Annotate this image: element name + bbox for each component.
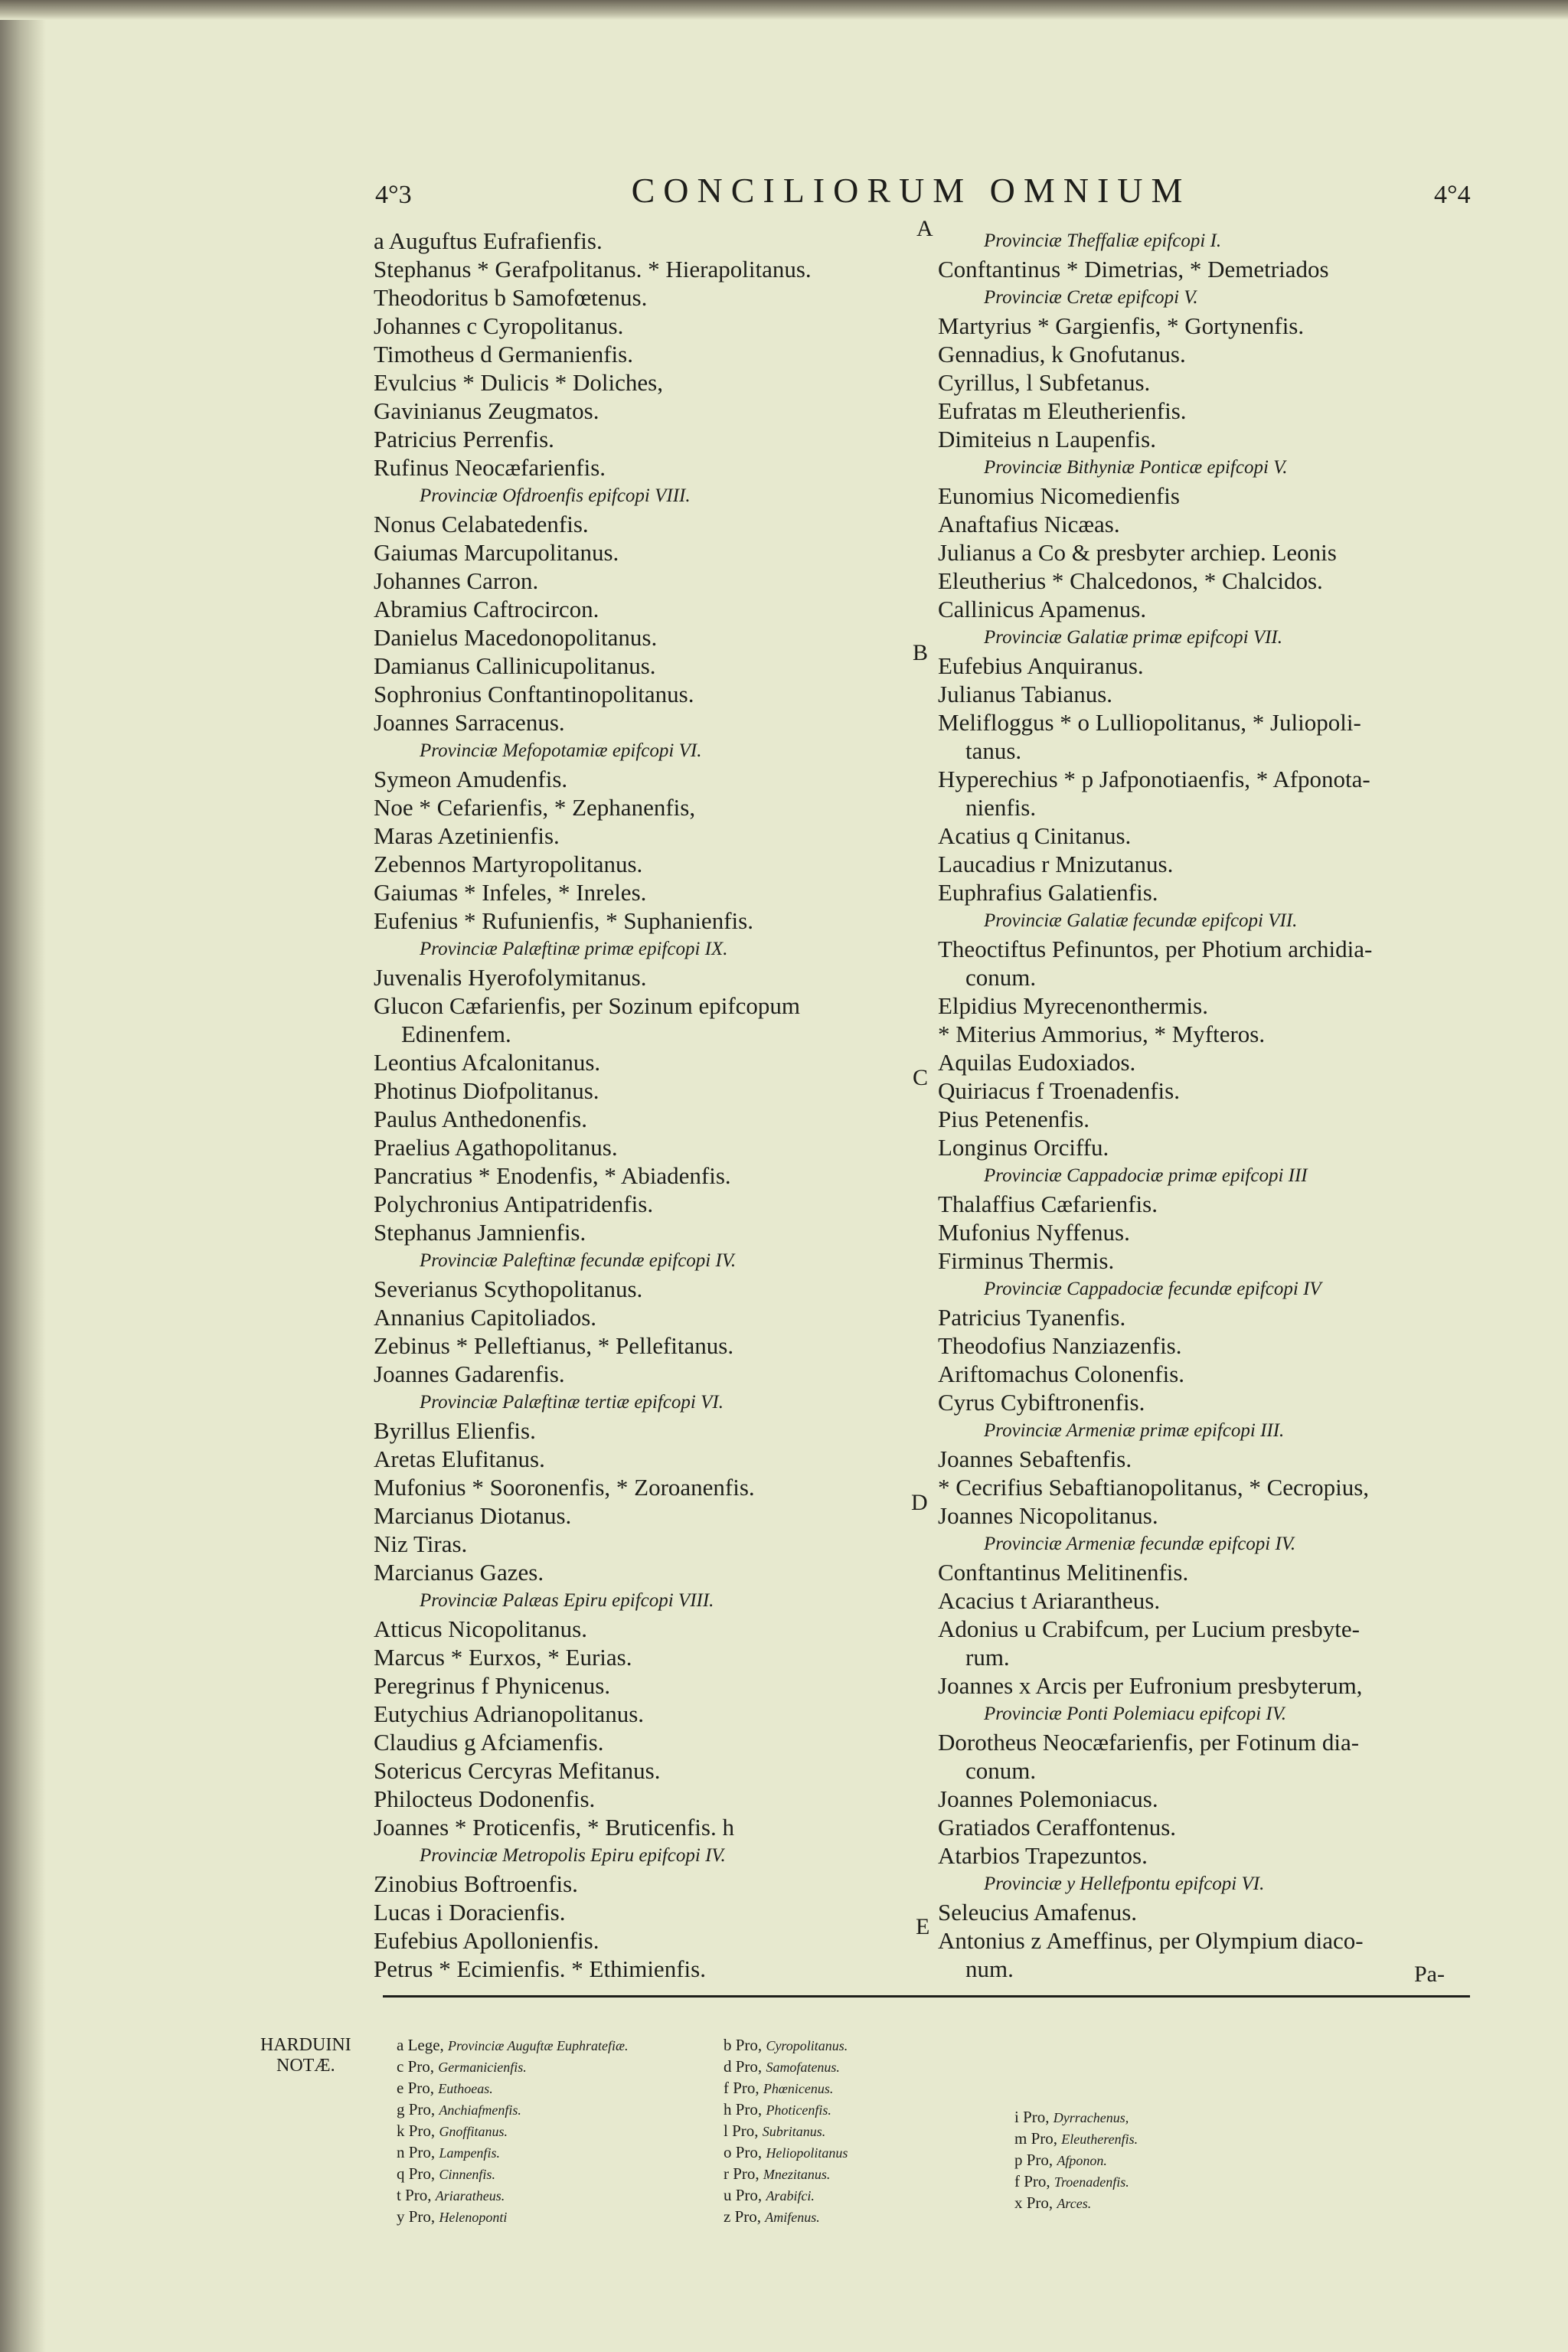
note-entry — [397, 2185, 629, 2207]
note-key: h Pro, — [724, 2100, 763, 2118]
note-value: Photicenfis. — [766, 2102, 831, 2118]
note-entry — [724, 2078, 848, 2099]
note-key: c Pro, — [397, 2057, 434, 2076]
bishop-entry: Gavinianus Zeugmatos. — [374, 397, 599, 424]
note-entry — [397, 2142, 629, 2164]
left-column — [374, 227, 925, 1983]
note-key: b Pro, — [724, 2036, 763, 2054]
bishop-entry: Stephanus Jamnienfis. — [374, 1219, 586, 1246]
bishop-entry: * Miterius Ammorius, * Myfteros. — [938, 1021, 1266, 1047]
bishop-entry: Claudius g Afciamenfis. — [374, 1729, 604, 1756]
bishop-entry: Lucas i Doracienfis. — [374, 1899, 566, 1926]
note-key: d Pro, — [724, 2057, 763, 2076]
bishop-entry: Aquilas Eudoxiados. — [938, 1049, 1136, 1076]
bishop-entry: Patricius Tyanenfis. — [938, 1304, 1126, 1331]
bishop-entry: Adonius u Crabifcum, per Lucium presbyte- — [938, 1615, 1360, 1642]
bishop-entry: Zinobius Boftroenfis. — [374, 1870, 578, 1897]
province-heading: Provinciæ Theffaliæ epifcopi I. — [984, 230, 1222, 251]
note-entry — [724, 2035, 848, 2056]
bishop-entry: Johannes c Cyropolitanus. — [374, 312, 624, 339]
province-heading: Provinciæ Cappadociæ fecundæ epifcopi IV — [984, 1279, 1321, 1299]
province-heading: Provinciæ Armeniæ primæ epifcopi III. — [984, 1420, 1285, 1441]
province-heading: Provinciæ y Hellefpontu epifcopi VI. — [984, 1873, 1265, 1894]
province-heading: Provinciæ Palæftinæ primæ epifcopi IX. — [420, 939, 728, 959]
bishop-entry: Gennadius, k Gnofutanus. — [938, 341, 1186, 368]
bishop-entry: Elpidius Myrecenonthermis. — [938, 992, 1208, 1019]
note-value: Cyropolitanus. — [766, 2038, 848, 2053]
bishop-entry: Atticus Nicopolitanus. — [374, 1615, 587, 1642]
bishop-entry: Mufonius * Sooronenfis, * Zoroanenfis. — [374, 1474, 755, 1501]
note-value: Provinciæ Auguftæ Euphratefiæ. — [448, 2038, 629, 2053]
bishop-entry: Ariftomachus Colonenfis. — [938, 1361, 1185, 1387]
note-key: l Pro, — [724, 2122, 759, 2140]
bishop-entry: Gaiumas Marcupolitanus. — [374, 539, 619, 566]
notes-column-2 — [724, 2035, 848, 2228]
bishop-entry: Sophronius Conftantinopolitanus. — [374, 681, 694, 707]
bishop-entry: Euphrafius Galatienfis. — [938, 879, 1158, 906]
note-entry — [1014, 2171, 1138, 2193]
bishop-entry: Noe * Cefarienfis, * Zephanenfis, — [374, 794, 696, 821]
province-heading: Provinciæ Ponti Polemiacu epifcopi IV. — [984, 1704, 1287, 1724]
notes-label-line1: HARDUINI — [260, 2035, 351, 2055]
bishop-entry: Laucadius r Mnizutanus. — [938, 851, 1174, 877]
note-entry — [397, 2035, 629, 2056]
bishop-entry: Eufebius Apollonienfis. — [374, 1927, 599, 1954]
bishop-entry: Eufenius * Rufunienfis, * Suphanienfis. — [374, 907, 753, 934]
bishop-entry: Niz Tiras. — [374, 1530, 468, 1557]
bishop-entry: Marcianus Diotanus. — [374, 1502, 572, 1529]
note-key: n Pro, — [397, 2143, 436, 2161]
bishop-entry: Abramius Caftrocircon. — [374, 596, 599, 622]
bishop-entry: Theoctiftus Pefinuntos, per Photium archidia- — [938, 936, 1373, 962]
note-entry — [724, 2056, 848, 2078]
note-value: Afponon. — [1057, 2153, 1107, 2168]
bishop-entry: Marcianus Gazes. — [374, 1559, 544, 1586]
note-entry — [1014, 2107, 1138, 2128]
bishop-entry: Praelius Agathopolitanus. — [374, 1134, 618, 1161]
bishop-entry: Joannes Sebaftenfis. — [938, 1446, 1132, 1472]
province-heading: Provinciæ Palæas Epiru epifcopi VIII. — [420, 1590, 714, 1611]
bishop-entry: Julianus a Co & presbyter archiep. Leonis — [938, 539, 1337, 566]
province-heading: Provinciæ Armeniæ fecundæ epifcopi IV. — [984, 1534, 1296, 1554]
bishop-entry: Martyrius * Gargienfis, * Gortynenfis. — [938, 312, 1305, 339]
note-entry — [724, 2099, 848, 2121]
note-key: p Pro, — [1014, 2151, 1054, 2169]
bishop-entry: Seleucius Amafenus. — [938, 1899, 1138, 1926]
continuation-line: tanus. — [965, 737, 1022, 764]
bishop-entry: Firminus Thermis. — [938, 1247, 1115, 1274]
bishop-entry: Conftantinus Melitinenfis. — [938, 1559, 1189, 1586]
bishop-entry: Dorotheus Neocæfarienfis, per Fotinum dia- — [938, 1729, 1360, 1756]
province-heading: Provinciæ Palæftinæ tertiæ epifcopi VI. — [420, 1392, 724, 1413]
bishop-entry: Joannes Gadarenfis. — [374, 1361, 565, 1387]
bishop-entry: Eleutherius * Chalcedonos, * Chalcidos. — [938, 567, 1323, 594]
note-value: Ariaratheus. — [435, 2188, 505, 2203]
continuation-line: nienfis. — [965, 794, 1037, 821]
bishop-entry: Timotheus d Germanienfis. — [374, 341, 633, 368]
bishop-entry: Anaftafius Nicæas. — [938, 511, 1120, 537]
note-value: Phœnicenus. — [763, 2081, 834, 2096]
margin-letter: D — [911, 1490, 928, 1515]
note-value: Heliopolitanus — [766, 2145, 848, 2161]
bishop-entry: Byrillus Elienfis. — [374, 1417, 536, 1444]
bishop-entry: Julianus Tabianus. — [938, 681, 1113, 707]
bishop-entry: Patricius Perrenfis. — [374, 426, 554, 452]
bishop-entry: Acatius q Cinitanus. — [938, 822, 1132, 849]
note-value: Troenadenfis. — [1054, 2174, 1129, 2190]
footnote-rule — [383, 1995, 1470, 1998]
province-heading: Provinciæ Cretæ epifcopi V. — [984, 287, 1198, 308]
note-entry — [397, 2078, 629, 2099]
bishop-entry: Callinicus Apamenus. — [938, 596, 1147, 622]
bishop-entry: Damianus Callinicupolitanus. — [374, 652, 656, 679]
bishop-entry: Eutychius Adrianopolitanus. — [374, 1700, 645, 1727]
note-value: Eleutherenfis. — [1061, 2132, 1138, 2147]
notes-label-line2: NOTÆ. — [276, 2056, 335, 2076]
bishop-entry: Sotericus Cercyras Mefitanus. — [374, 1757, 661, 1784]
bishop-entry: Mufonius Nyffenus. — [938, 1219, 1130, 1246]
note-entry — [724, 2142, 848, 2164]
note-key: z Pro, — [724, 2207, 761, 2226]
bishop-entry: Theodoritus b Samofœtenus. — [374, 284, 648, 311]
province-heading: Provinciæ Galatiæ fecundæ epifcopi VII. — [984, 910, 1298, 931]
bishop-entry: Leontius Afcalonitanus. — [374, 1049, 601, 1076]
bishop-entry: Rufinus Neocæfarienfis. — [374, 454, 606, 481]
bishop-entry: Pius Petenenfis. — [938, 1106, 1090, 1132]
province-heading: Provinciæ Bithyniæ Ponticæ epifcopi V. — [984, 457, 1288, 478]
book-spine-shadow — [0, 0, 46, 2352]
bishop-entry: Annanius Capitoliados. — [374, 1304, 597, 1331]
continuation-line: num. — [965, 1955, 1014, 1982]
bishop-entry: Joannes Polemoniacus. — [938, 1785, 1158, 1812]
province-heading: Provinciæ Paleftinæ fecundæ epifcopi IV. — [420, 1250, 737, 1271]
margin-letter: E — [916, 1914, 930, 1939]
note-value: Helenoponti — [439, 2210, 508, 2225]
bishop-entry: Nonus Celabatedenfis. — [374, 511, 589, 537]
page-number-left: 4°3 — [375, 181, 412, 209]
bishop-entry: Longinus Orciffu. — [938, 1134, 1109, 1161]
bishop-entry: Hyperechius * p Jafponotiaenfis, * Afponota- — [938, 766, 1370, 792]
bishop-entry: Stephanus * Gerafpolitanus. * Hierapolitanus. — [374, 256, 812, 283]
notes-label — [260, 2035, 351, 2076]
note-value: Arabifci. — [766, 2188, 815, 2203]
province-heading: Provinciæ Metropolis Epiru epifcopi IV. — [420, 1845, 726, 1866]
note-entry — [724, 2207, 848, 2228]
bishop-entry: Eunomius Nicomedienfis — [938, 482, 1180, 509]
note-value: Lampenfis. — [439, 2145, 500, 2161]
margin-letter: B — [913, 640, 929, 665]
continuation-line: rum. — [965, 1644, 1010, 1671]
bishop-entry: Glucon Cæfarienfis, per Sozinum epifcopum — [374, 992, 801, 1019]
bishop-entry: Atarbios Trapezuntos. — [938, 1842, 1148, 1869]
note-entry — [397, 2099, 629, 2121]
bishop-entry: Pancratius * Enodenfis, * Abiadenfis. — [374, 1162, 731, 1189]
note-value: Amifenus. — [765, 2210, 820, 2225]
note-key: g Pro, — [397, 2100, 436, 2118]
bishop-entry: Theodofius Nanziazenfis. — [938, 1332, 1182, 1359]
margin-letter: A — [916, 216, 933, 241]
note-value: Gnoffitanus. — [439, 2124, 508, 2139]
bishop-entry: Maras Azetinienfis. — [374, 822, 560, 849]
notes-column-3 — [1014, 2107, 1138, 2214]
continuation-line: conum. — [965, 1757, 1037, 1784]
bishop-entry: Joannes Nicopolitanus. — [938, 1502, 1158, 1529]
note-key: i Pro, — [1014, 2108, 1050, 2126]
note-value: Cinnenfis. — [439, 2167, 495, 2182]
bishop-entry: Zebinus * Pelleftianus, * Pellefitanus. — [374, 1332, 734, 1359]
note-value: Samofatenus. — [766, 2060, 840, 2075]
bishop-entry: a Auguftus Eufrafienfis. — [374, 227, 603, 254]
bishop-entry: Joannes Sarracenus. — [374, 709, 565, 736]
note-entry — [724, 2185, 848, 2207]
note-value: Germanicienfis. — [438, 2060, 527, 2075]
note-entry — [724, 2121, 848, 2142]
bishop-entry: * Cecrifius Sebaftianopolitanus, * Cecropius, — [938, 1474, 1370, 1501]
bishop-entry: Peregrinus f Phynicenus. — [374, 1672, 611, 1699]
bishop-entry: Gaiumas * Infeles, * Inreles. — [374, 879, 647, 906]
running-title: CONCILIORUM OMNIUM — [631, 171, 1191, 210]
bishop-entry: Polychronius Antipatridenfis. — [374, 1191, 654, 1217]
note-key: t Pro, — [397, 2186, 432, 2204]
bishop-entry: Symeon Amudenfis. — [374, 766, 568, 792]
note-key: m Pro, — [1014, 2129, 1058, 2148]
province-heading: Provinciæ Mefopotamiæ epifcopi VI. — [420, 740, 702, 761]
note-key: f Pro, — [1014, 2172, 1050, 2190]
note-entry — [724, 2164, 848, 2185]
bishop-entry: Paulus Anthedonenfis. — [374, 1106, 587, 1132]
note-value: Arces. — [1057, 2196, 1092, 2211]
note-key: k Pro, — [397, 2122, 436, 2140]
bishop-entry: Cyrus Cybiftronenfis. — [938, 1389, 1145, 1416]
note-entry — [1014, 2150, 1138, 2171]
bishop-entry: Dimiteius n Laupenfis. — [938, 426, 1156, 452]
note-key: r Pro, — [724, 2164, 760, 2183]
bishop-entry: Joannes * Proticenfis, * Bruticenfis. h — [374, 1814, 734, 1841]
province-heading: Provinciæ Cappadociæ primæ epifcopi III — [984, 1165, 1308, 1186]
bishop-entry: Juvenalis Hyerofolymitanus. — [374, 964, 647, 991]
bishop-entry: Antonius z Ameffinus, per Olympium diaco- — [938, 1927, 1364, 1954]
note-key: f Pro, — [724, 2079, 760, 2097]
page-top-edge — [0, 0, 1568, 20]
note-key: q Pro, — [397, 2164, 436, 2183]
continuation-line: conum. — [965, 964, 1037, 991]
margin-letter: C — [913, 1065, 929, 1090]
note-key: y Pro, — [397, 2207, 436, 2226]
notes-column-1 — [397, 2035, 629, 2228]
note-entry — [397, 2164, 629, 2185]
bishop-entry: Petrus * Ecimienfis. * Ethimienfis. — [374, 1955, 706, 1982]
bishop-entry: Philocteus Dodonenfis. — [374, 1785, 596, 1812]
bishop-entry: Quiriacus f Troenadenfis. — [938, 1077, 1180, 1104]
note-value: Anchiafmenfis. — [439, 2102, 521, 2118]
note-value: Mnezitanus. — [763, 2167, 831, 2182]
note-key: x Pro, — [1014, 2194, 1054, 2212]
note-key: o Pro, — [724, 2143, 763, 2161]
bishop-entry: Gratiados Ceraffontenus. — [938, 1814, 1177, 1841]
bishop-entry: Acacius t Ariarantheus. — [938, 1587, 1161, 1614]
note-key: e Pro, — [397, 2079, 434, 2097]
note-entry — [397, 2207, 629, 2228]
bishop-entry: Eufratas m Eleutherienfis. — [938, 397, 1187, 424]
note-entry — [1014, 2193, 1138, 2214]
continuation-line: Edinenfem. — [401, 1021, 511, 1047]
bishop-entry: Conftantinus * Dimetrias, * Demetriados — [938, 256, 1329, 283]
bishop-entry: Zebennos Martyropolitanus. — [374, 851, 643, 877]
note-entry — [397, 2121, 629, 2142]
province-heading: Provinciæ Galatiæ primæ epifcopi VII. — [984, 627, 1283, 648]
note-value: Dyrrachenus, — [1053, 2110, 1129, 2125]
bishop-entry: Marcus * Eurxos, * Eurias. — [374, 1644, 632, 1671]
page-number-right: 4°4 — [1434, 181, 1471, 209]
note-entry — [1014, 2128, 1138, 2150]
bishop-entry: Eufebius Anquiranus. — [938, 652, 1144, 679]
right-column — [938, 227, 1481, 1983]
province-heading: Provinciæ Ofdroenfis epifcopi VIII. — [420, 485, 691, 506]
note-value: Subritanus. — [762, 2124, 826, 2139]
note-value: Euthoeas. — [438, 2081, 493, 2096]
bishop-entry: Johannes Carron. — [374, 567, 539, 594]
bishop-entry: Danielus Macedonopolitanus. — [374, 624, 658, 651]
note-key: u Pro, — [724, 2186, 763, 2204]
bishop-entry: Evulcius * Dulicis * Doliches, — [374, 369, 663, 396]
bishop-entry: Thalaffius Cæfarienfis. — [938, 1191, 1158, 1217]
note-entry — [397, 2056, 629, 2078]
bishop-entry: Photinus Diofpolitanus. — [374, 1077, 599, 1104]
catchword: Pa- — [1414, 1962, 1445, 1987]
bishop-entry: Cyrillus, l Subfetanus. — [938, 369, 1151, 396]
note-key: a Lege, — [397, 2036, 444, 2054]
bishop-entry: Aretas Elufitanus. — [374, 1446, 545, 1472]
bishop-entry: Severianus Scythopolitanus. — [374, 1276, 643, 1302]
bishop-entry: Melifloggus * o Lulliopolitanus, * Juliopoli- — [938, 709, 1361, 736]
bishop-entry: Joannes x Arcis per Eufronium presbyterum, — [938, 1672, 1363, 1699]
